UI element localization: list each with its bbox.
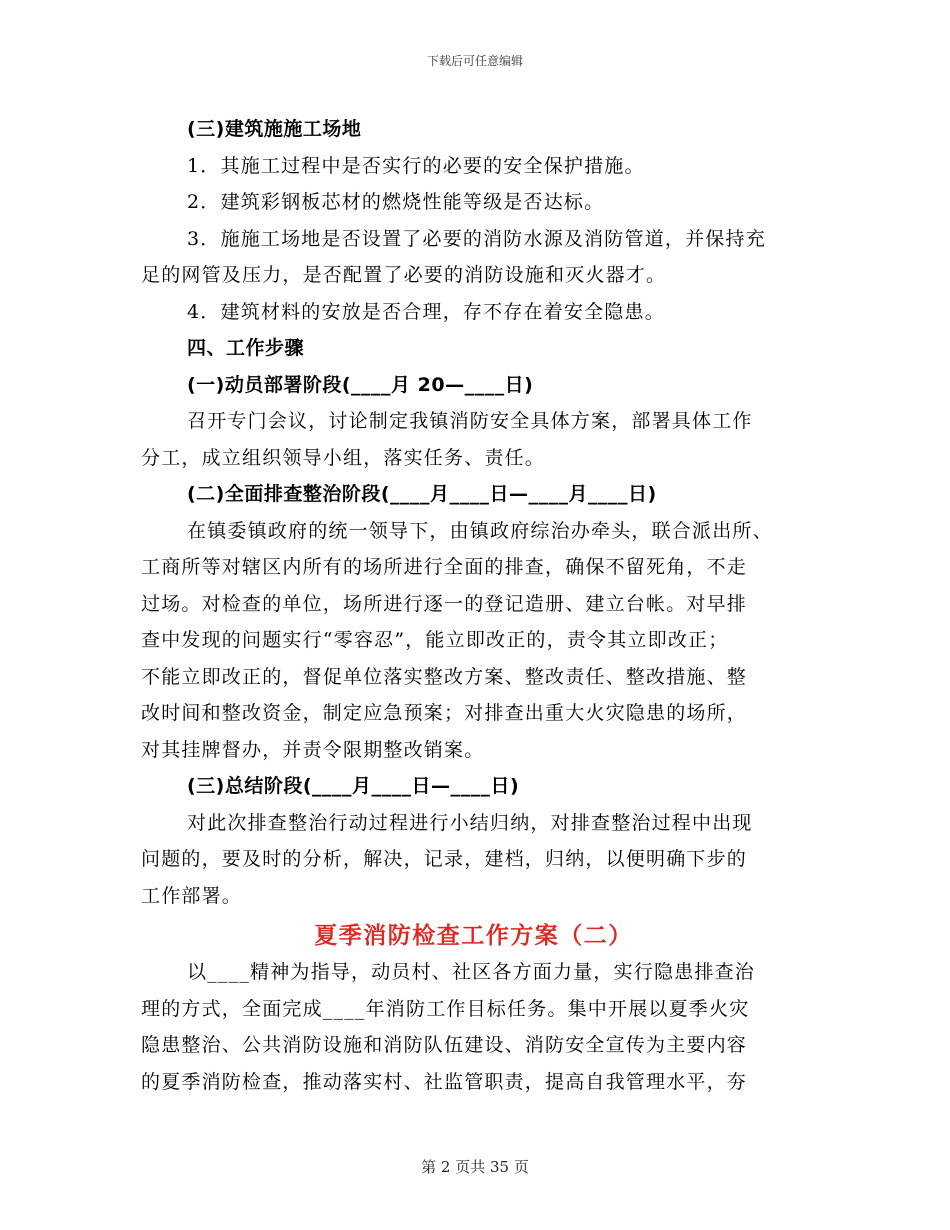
list-item: 4．建筑材料的安放是否合理，存不存在着安全隐患。 <box>187 300 665 323</box>
paragraph-line: 分工，成立组织领导小组，落实任务、责任。 <box>141 446 546 469</box>
paragraph-line: 不能立即改正的，督促单位落实整改方案、整改责任、整改措施、整 <box>141 665 748 688</box>
paragraph-line: 以____精神为指导，动员村、社区各方面力量，实行隐患排查治 <box>187 961 756 983</box>
paragraph-line: 工商所等对辖区内所有的场所进行全面的排查，确保不留死角，不走 <box>141 556 748 578</box>
page-footer: 第 2 页共 35 页 <box>421 1158 529 1176</box>
paragraph-line: 的夏季消防检查，推动落实村、社监管职责，提高自我管理水平，夯 <box>141 1070 748 1093</box>
subsection-heading: (三)总结阶段(____月____日—____日) <box>187 775 520 797</box>
paragraph-line: 过场。对检查的单位，场所进行逐一的登记造册、建立台帐。对早排 <box>141 592 748 615</box>
section-heading: 四、工作步骤 <box>187 337 305 359</box>
paragraph-line: 理的方式，全面完成____年消防工作目标任务。集中开展以夏季火灾 <box>141 997 750 1020</box>
paragraph-line: 工作部署。 <box>141 884 243 907</box>
page-header: 下载后可任意编辑 <box>426 54 523 68</box>
paragraph-line: 召开专门会议，讨论制定我镇消防安全具体方案，部署具体工作 <box>187 410 753 432</box>
paragraph-line: 在镇委镇政府的统一领导下，由镇政府综治办牵头，联合派出所、 <box>187 519 773 542</box>
paragraph-line: 改时间和整改资金，制定应急预案；对排查出重大火灾隐患的场所， <box>141 702 748 724</box>
list-item-continuation: 足的网管及压力，是否配置了必要的消防设施和灭火器才。 <box>141 264 667 286</box>
subsection-heading: (二)全面排查整治阶段(____月____日—____月____日) <box>187 483 657 505</box>
paragraph-line: 隐患整治、公共消防设施和消防队伍建设、消防安全宣传为主要内容 <box>141 1034 748 1056</box>
list-item: 3．施施工场地是否设置了必要的消防水源及消防管道，并保持充 <box>187 227 766 250</box>
paragraph-line: 问题的，要及时的分析，解决，记录，建档，归纳，以便明确下步的 <box>141 848 748 870</box>
document-body <box>141 111 806 1100</box>
list-item: 2．建筑彩钢板芯材的燃烧性能等级是否达标。 <box>187 191 605 213</box>
paragraph-line: 查中发现的问题实行“零容忍”，能立即改正的，责令其立即改正； <box>141 629 729 651</box>
paragraph-line: 对其挂牌督办，并责令限期整改销案。 <box>141 738 485 761</box>
paragraph-line: 对此次排查整治行动过程进行小结归纳，对排查整治过程中出现 <box>187 811 753 834</box>
document-title: 夏季消防检查工作方案（二） <box>314 923 633 949</box>
subsection-heading: (一)动员部署阶段(____月 20—____日) <box>187 373 534 396</box>
section-heading: (三)建筑施施工场地 <box>187 118 362 140</box>
list-item: 1．其施工过程中是否实行的必要的安全保护措施。 <box>187 154 645 177</box>
